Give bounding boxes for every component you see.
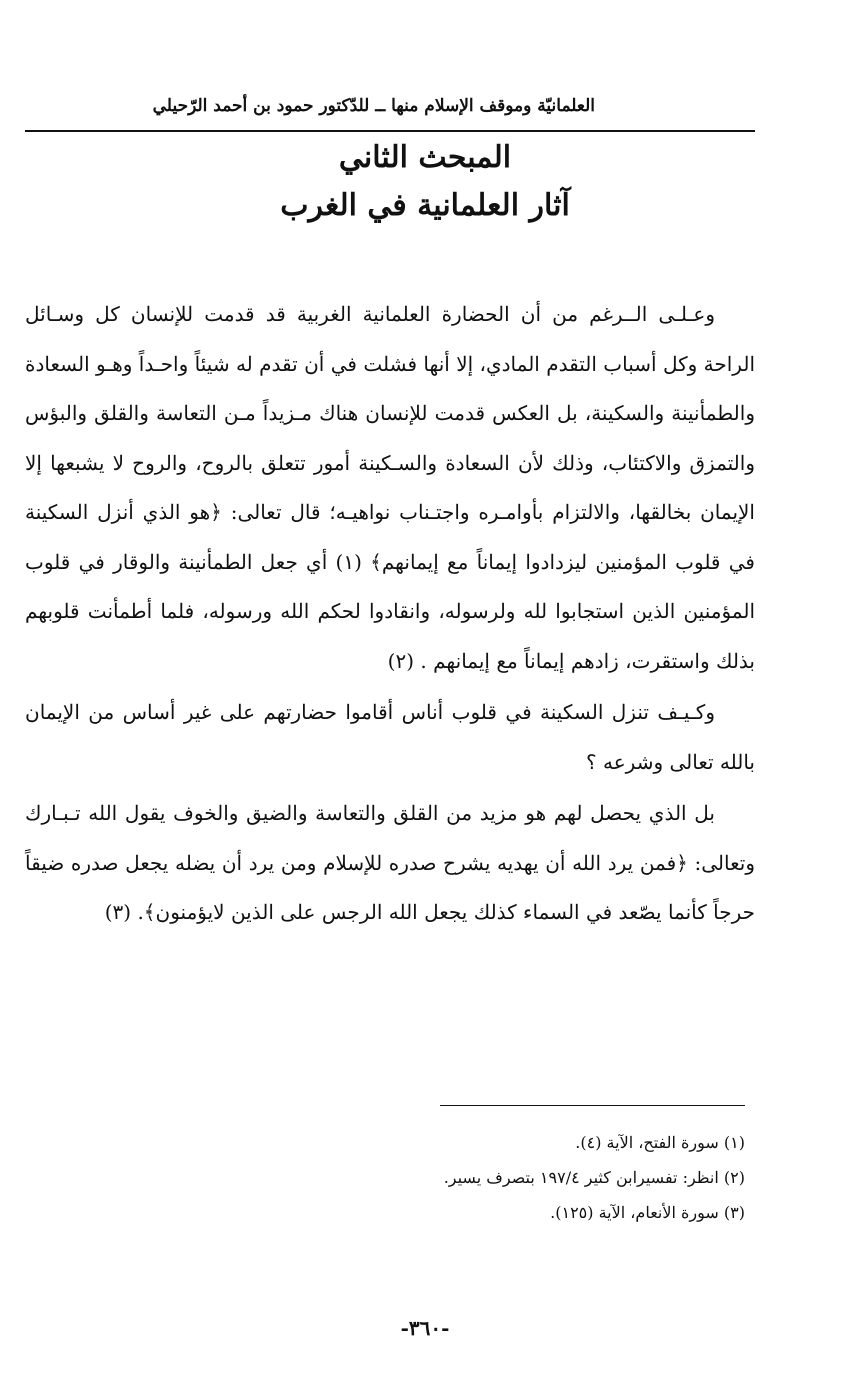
footnote-3: (٣) سورة الأنعام، الآية (١٢٥). [550,1203,745,1222]
footnotes [60,1125,745,1230]
paragraph-1: وعـلـى الــرغم من أن الحضارة العلمانية الغربية قد قدمت للإنسان كل وسـائل الراحة وكل أسباب التقدم المادي، إلا أنها فشلت في أن تقدم له شيئاً واحـداً وهـو السعادة والطمأنينة والسكينة، بل العكس قدمت للإنسان هناك مـزيداً مـن التعاسة والقلق والبؤس والتمزق والاكتئاب، وذلك لأن السعادة والسـكينة أمور تتعلق بالروح، والروح لا يشبعها إلا الإيمان بخالقها، والالتزام بأوامـره واجتـناب نواهيـه؛ قال تعالى: ﴿هو الذي أنزل السكينة في قلوب المؤمنين ليزدادوا إيماناً مع إيمانهم﴾ (١) أي جعل الطمأنينة والوقار في قلوب المؤمنين الذين استجابوا لله ولرسوله، وانقادوا لحكم الله ورسوله، فلما أطمأنت قلوبهم بذلك واستقرت، زادهم إيماناً مع إيمانهم . (٢) [25,302,755,673]
header-rule [25,130,755,132]
paragraph-2: وكـيـف تنزل السكينة في قلوب أناس أقاموا حضارتهم على غير أساس من الإيمان بالله تعالى وشرعه ؟ [25,700,755,774]
footnote-1: (١) سورة الفتح، الآية (٤). [575,1133,745,1152]
footnote-2: (٢) انظر: تفسيرابن كثير ١٩٧/٤ بتصرف يسير. [443,1168,745,1187]
page-number: -٣٦٠- [400,1316,450,1340]
running-header: العلمانيّة وموقف الإسلام منها ــ للدّكتور حمود بن أحمد الرّحيلي [152,96,595,116]
body-text [25,290,755,938]
section-title: آثار العلمانية في الغرب [280,188,570,223]
footnote-rule [440,1105,745,1106]
paragraph-3: بل الذي يحصل لهم هو مزيد من القلق والتعاسة والضيق والخوف يقول الله تـبـارك وتعالى: ﴿فمن يرد الله أن يهديه يشرح صدره للإسلام ومن يرد أن يضله يجعل صدره ضيقاً حرجاً كأنما يصّعد في السماء كذلك يجعل الله الرجس على الذين لايؤمنون﴾. (٣) [25,801,755,924]
section-heading: المبحث الثاني [338,140,512,175]
